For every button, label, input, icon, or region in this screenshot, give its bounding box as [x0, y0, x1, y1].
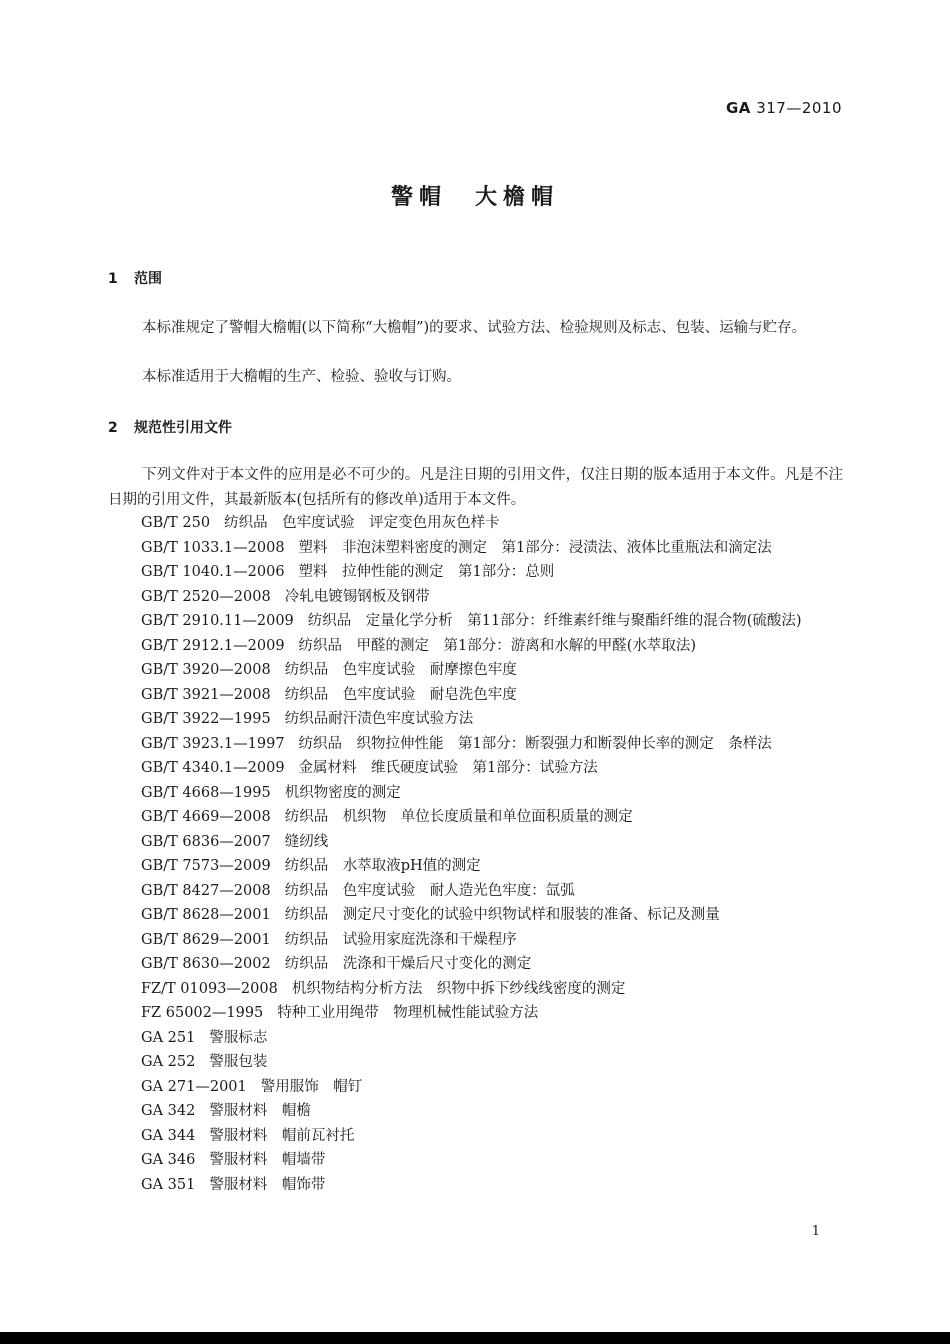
reference-title: 塑料 非泡沫塑料密度的测定 第1部分：浸渍法、液体比重瓶法和滴定法 — [298, 539, 772, 556]
standard-code — [726, 99, 842, 117]
reference-item — [108, 879, 848, 904]
reference-title: 纺织品 水萃取液pH值的测定 — [284, 858, 481, 874]
reference-item — [108, 1173, 848, 1198]
section-1-title: 范围 — [134, 271, 162, 287]
reference-code: GB/T 6836—2007 — [141, 833, 271, 850]
reference-list — [108, 511, 848, 1197]
reference-item — [108, 903, 848, 928]
reference-item — [108, 707, 848, 732]
reference-title: 纺织品 测定尺寸变化的试验中织物试样和服装的准备、标记及测量 — [284, 907, 720, 923]
reference-code: GB/T 1040.1—2006 — [141, 564, 285, 580]
reference-item — [108, 1075, 848, 1100]
reference-item — [108, 1001, 848, 1026]
reference-title: 警服材料 帽墙带 — [209, 1152, 326, 1168]
reference-code: GB/T 3920—2008 — [141, 662, 271, 678]
reference-item — [108, 1026, 848, 1051]
standard-prefix: GA — [725, 99, 751, 117]
reference-item — [108, 536, 848, 561]
reference-title: 纺织品 甲醛的测定 第1部分：游离和水解的甲醛(水萃取法) — [298, 637, 697, 654]
reference-title: 特种工业用绳带 物理机械性能试验方法 — [277, 1005, 539, 1021]
reference-title: 警服材料 帽饰带 — [209, 1176, 326, 1193]
bottom-border — [0, 1332, 950, 1344]
reference-code: GA 252 — [141, 1054, 196, 1070]
reference-title: 纺织品 色牢度试验 耐皂洗色牢度 — [284, 686, 517, 703]
reference-title: 机织物结构分析方法 织物中拆下纱线线密度的测定 — [291, 980, 626, 997]
reference-code: GB/T 4668—1995 — [141, 784, 271, 801]
reference-item — [108, 1148, 848, 1173]
section-1-heading — [108, 268, 162, 288]
reference-item — [108, 634, 848, 659]
reference-item — [108, 683, 848, 708]
reference-title: 纺织品 洗涤和干燥后尺寸变化的测定 — [284, 956, 532, 972]
reference-title: 警服包装 — [209, 1054, 268, 1070]
reference-code: GA 346 — [141, 1152, 196, 1168]
reference-item — [108, 609, 848, 634]
reference-code: GB/T 3923.1—1997 — [141, 735, 285, 752]
reference-item — [108, 977, 848, 1002]
reference-item — [108, 1050, 848, 1075]
reference-item — [108, 781, 848, 806]
reference-code: GB/T 1033.1—2008 — [141, 539, 285, 556]
reference-code: GB/T 3922—1995 — [141, 711, 271, 727]
reference-code: GB/T 3921—2008 — [141, 686, 271, 703]
section-1-number: 1 — [108, 271, 118, 287]
reference-code: GB/T 8628—2001 — [141, 907, 271, 923]
reference-item — [108, 585, 848, 610]
reference-title: 纺织品 色牢度试验 耐摩擦色牢度 — [284, 662, 517, 678]
reference-item — [108, 805, 848, 830]
reference-title: 金属材料 维氏硬度试验 第1部分：试验方法 — [298, 760, 598, 776]
reference-title: 纺织品 机织物 单位长度质量和单位面积质量的测定 — [284, 809, 633, 825]
reference-code: GA 251 — [141, 1029, 196, 1046]
reference-title: 纺织品 色牢度试验 评定变色用灰色样卡 — [224, 515, 500, 531]
reference-title: 机织物密度的测定 — [284, 784, 401, 801]
section-2-heading — [108, 417, 232, 437]
reference-item — [108, 952, 848, 977]
reference-title: 警服标志 — [209, 1029, 268, 1046]
reference-title: 缝纫线 — [284, 833, 329, 850]
reference-code: GB/T 2910.11—2009 — [141, 613, 294, 629]
section-2-number: 2 — [108, 420, 118, 436]
document-title: 警帽 大檐帽 — [390, 185, 559, 210]
reference-item — [108, 830, 848, 855]
reference-item — [108, 658, 848, 683]
reference-title: 纺织品 色牢度试验 耐人造光色牢度：氙弧 — [284, 882, 575, 899]
section-2-title: 规范性引用文件 — [134, 420, 232, 436]
reference-item — [108, 1099, 848, 1124]
reference-code: FZ/T 01093—2008 — [141, 980, 278, 997]
reference-title: 警用服饰 帽钉 — [260, 1078, 363, 1095]
reference-title: 纺织品 定量化学分析 第11部分：纤维素纤维与聚酯纤维的混合物(硫酸法) — [307, 613, 802, 629]
reference-code: GA 351 — [141, 1176, 196, 1193]
reference-title: 纺织品 织物拉伸性能 第1部分：断裂强力和断裂伸长率的测定 条样法 — [298, 735, 772, 752]
reference-title: 警服材料 帽檐 — [209, 1103, 311, 1119]
reference-item — [108, 1124, 848, 1149]
reference-code: FZ 65002—1995 — [141, 1005, 264, 1021]
reference-title: 冷轧电镀锡钢板及钢带 — [284, 588, 430, 605]
reference-code: GA 344 — [141, 1127, 196, 1144]
reference-code: GA 271—2001 — [141, 1078, 247, 1095]
reference-code: GB/T 7573—2009 — [141, 858, 271, 874]
reference-code: GB/T 8629—2001 — [141, 931, 271, 948]
reference-item — [108, 756, 848, 781]
reference-code: GB/T 250 — [141, 515, 211, 531]
section-1-paragraph-2: 本标准适用于大檐帽的生产、检验、验收与订购。 — [142, 369, 461, 385]
reference-code: GB/T 4669—2008 — [141, 809, 271, 825]
section-1-paragraph-1: 本标准规定了警帽大檐帽(以下简称“大檐帽”)的要求、试验方法、检验规则及标志、包装、运输与贮存。 — [142, 320, 807, 336]
reference-title: 警服材料 帽前瓦衬托 — [209, 1127, 355, 1144]
reference-item — [108, 560, 848, 585]
reference-item — [108, 732, 848, 757]
reference-code: GB/T 2912.1—2009 — [141, 637, 285, 654]
page-number: 1 — [811, 1224, 820, 1239]
reference-code: GB/T 2520—2008 — [141, 588, 271, 605]
reference-item — [108, 928, 848, 953]
reference-code: GB/T 8427—2008 — [141, 882, 271, 899]
reference-code: GA 342 — [141, 1103, 196, 1119]
section-2-intro: 下列文件对于本文件的应用是必不可少的。凡是注日期的引用文件，仅注日期的版本适用于本文件。凡是不注日期的引用文件，其最新版本(包括所有的修改单)适用于本文件。 — [108, 467, 843, 508]
reference-item — [108, 511, 848, 536]
reference-code: GB/T 8630—2002 — [141, 956, 271, 972]
reference-item — [108, 854, 848, 879]
reference-code: GB/T 4340.1—2009 — [141, 760, 285, 776]
reference-title: 纺织品 试验用家庭洗涤和干燥程序 — [284, 931, 517, 948]
reference-title: 纺织品耐汗渍色牢度试验方法 — [284, 711, 474, 727]
standard-number: 317—2010 — [756, 99, 842, 117]
reference-title: 塑料 拉伸性能的测定 第1部分：总则 — [298, 564, 555, 580]
